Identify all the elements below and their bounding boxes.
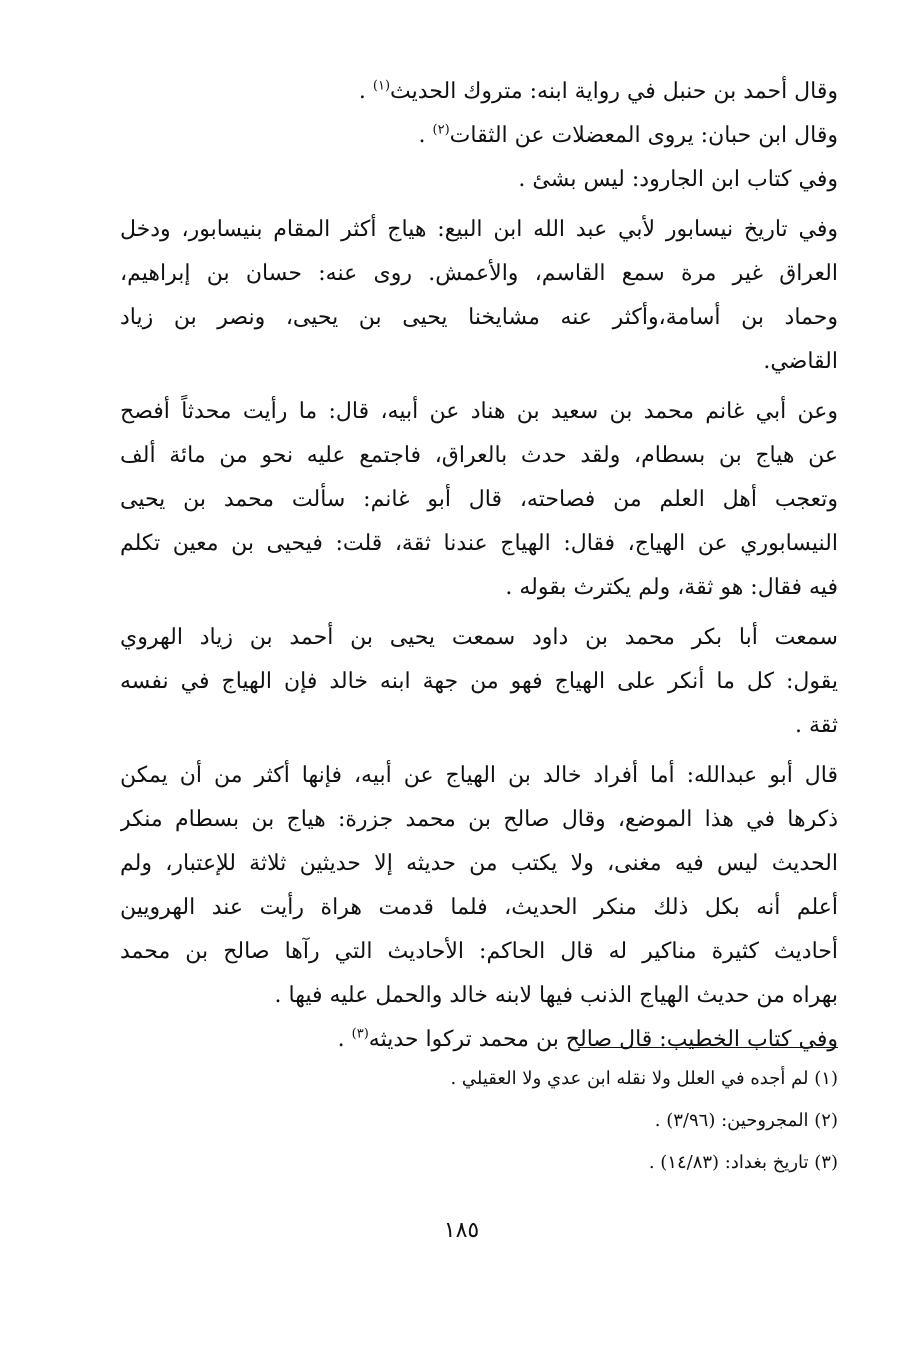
- text-line: ذكرها في هذا الموضع، وقال صالح بن محمد جزرة: هياج بن بسطام منكر: [120, 807, 838, 832]
- footnote-ref: (٢): [432, 122, 450, 138]
- footnote-divider: [578, 1047, 838, 1048]
- footnotes: [120, 1058, 838, 1184]
- main-text: [120, 70, 838, 1062]
- text-line: سمعت أبا بكر محمد بن داود سمعت يحيى بن أحمد بن زياد الهروي: [120, 625, 838, 650]
- text-line: بهراه من حديث الهياج الذنب فيها لابنه خالد والحمل عليه فيها .: [274, 983, 838, 1008]
- page-number: ١٨٥: [443, 1218, 480, 1243]
- footnote: (١) لم أجده في العلل ولا نقله ابن عدي ولا العقيلي .: [450, 1068, 838, 1089]
- text-line: النيسابوري عن الهياج، فقال: الهياج عندنا ثقة، قلت: فيحيى بن معين تكلم: [120, 531, 838, 556]
- text-line: قال أبو عبدالله: أما أفراد خالد بن الهياج عن أبيه، فإنها أكثر من أن يمكن: [120, 763, 838, 788]
- text-line: وقال أحمد بن حنبل في رواية ابنه: متروك الحديث$^{(١)}$ .: [358, 78, 838, 104]
- text-line: العراق غير مرة سمع القاسم، والأعمش. روى عنه: حسان بن إبراهيم،: [120, 261, 838, 286]
- footnote: (٢) المجروحين: (٣/٩٦) .: [654, 1110, 838, 1131]
- text-line: وتعجب أهل العلم من فصاحته، قال أبو غانم: سألت محمد بن يحيى: [120, 487, 838, 512]
- text-line: وفي كتاب الخطيب: قال صالح بن محمد تركوا حديثه$^{(٣)}$ .: [337, 1026, 838, 1052]
- text-line: وفي كتاب ابن الجارود: ليس بشئ .: [518, 167, 838, 192]
- text-line: أحاديث كثيرة مناكير له قال الحاكم: الأحاديث التي رآها صالح بن محمد: [120, 939, 838, 964]
- text-line: وفي تاريخ نيسابور لأبي عبد الله ابن البيع: هياج أكثر المقام بنيسابور، ودخل: [120, 217, 838, 242]
- text-line: عن هياج بن بسطام، ولقد حدث بالعراق، فاجتمع عليه نحو من مائة ألف: [120, 443, 838, 468]
- text-line: ثقة .: [794, 713, 838, 738]
- footnote-ref: (١): [372, 78, 391, 94]
- text-line: فيه فقال: هو ثقة، ولم يكترث بقوله .: [505, 575, 838, 600]
- text-line: وعن أبي غانم محمد بن سعيد بن هناد عن أبيه، قال: ما رأيت محدثاً أفصح: [120, 399, 838, 424]
- footnote: (٣) تاريخ بغداد: (١٤/٨٣) .: [648, 1152, 838, 1173]
- footnote-ref: (٣): [351, 1026, 369, 1042]
- text-line: يقول: كل ما أنكر على الهياج فهو من جهة ابنه خالد فإن الهياج في نفسه: [120, 669, 838, 694]
- text-line: وقال ابن حبان: يروى المعضلات عن الثقات$^{(٢)}$ .: [418, 122, 838, 148]
- text-line: وحماد بن أسامة،وأكثر عنه مشايخنا يحيى بن يحيى، ونصر بن زياد: [120, 305, 838, 330]
- text-line: الحديث ليس فيه مغنى، ولا يكتب من حديثه إلا حديثين ثلاثة للإعتبار، ولم: [120, 851, 838, 876]
- text-line: القاضي.: [763, 349, 838, 374]
- text-line: أعلم أنه بكل ذلك منكر الحديث، فلما قدمت هراة رأيت عند الهرويين: [120, 895, 838, 920]
